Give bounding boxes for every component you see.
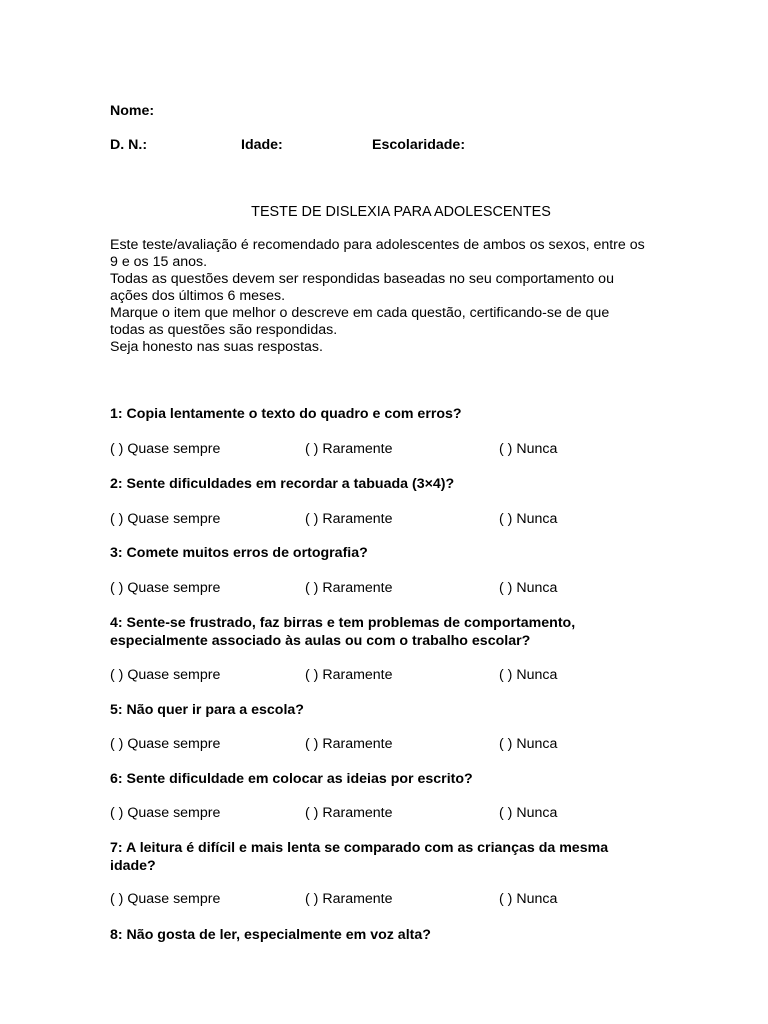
question-text: 8: Não gosta de ler, especialmente em voz alta? <box>110 927 431 943</box>
option-nunca[interactable]: ( ) Nunca <box>499 805 558 821</box>
question-3 <box>110 545 670 563</box>
option-quase-sempre[interactable]: ( ) Quase sempre <box>110 736 221 752</box>
question-text: 2: Sente dificuldades em recordar a tabuada (3×4)? <box>110 476 455 492</box>
intro-line: 9 e os 15 anos. <box>110 254 208 270</box>
question-6 <box>110 771 670 789</box>
intro-line: Este teste/avaliação é recomendado para adolescentes de ambos os sexos, entre os <box>110 237 645 253</box>
option-raramente[interactable]: ( ) Raramente <box>305 667 393 683</box>
intro-paragraph <box>110 237 710 356</box>
option-quase-sempre[interactable]: ( ) Quase sempre <box>110 441 221 457</box>
dob-label: D. N.: <box>110 137 148 153</box>
question-text: idade? <box>110 857 156 874</box>
question-7 <box>110 840 670 875</box>
age-label: Idade: <box>241 137 283 153</box>
question-5 <box>110 702 670 720</box>
document-title: TESTE DE DISLEXIA PARA ADOLESCENTES <box>251 204 551 220</box>
option-nunca[interactable]: ( ) Nunca <box>499 441 558 457</box>
school-label: Escolaridade: <box>372 137 466 153</box>
question-text: 5: Não quer ir para a escola? <box>110 702 304 718</box>
question-text: 7: A leitura é difícil e mais lenta se comparado com as crianças da mesma <box>110 840 609 856</box>
intro-line: Seja honesto nas suas respostas. <box>110 339 323 355</box>
name-label: Nome: <box>110 103 155 119</box>
option-nunca[interactable]: ( ) Nunca <box>499 667 558 683</box>
question-text: 4: Sente-se frustrado, faz birras e tem problemas de comportamento, <box>110 615 576 631</box>
option-nunca[interactable]: ( ) Nunca <box>499 511 558 527</box>
question-2 <box>110 476 670 494</box>
option-quase-sempre[interactable]: ( ) Quase sempre <box>110 511 221 527</box>
option-nunca[interactable]: ( ) Nunca <box>499 580 558 596</box>
option-quase-sempre[interactable]: ( ) Quase sempre <box>110 891 221 907</box>
question-4 <box>110 615 670 650</box>
option-nunca[interactable]: ( ) Nunca <box>499 891 558 907</box>
intro-line: todas as questões são respondidas. <box>110 322 338 338</box>
intro-line: ações dos últimos 6 meses. <box>110 288 286 304</box>
option-raramente[interactable]: ( ) Raramente <box>305 580 393 596</box>
question-text: 3: Comete muitos erros de ortografia? <box>110 545 368 561</box>
option-raramente[interactable]: ( ) Raramente <box>305 511 393 527</box>
option-quase-sempre[interactable]: ( ) Quase sempre <box>110 805 221 821</box>
option-raramente[interactable]: ( ) Raramente <box>305 441 393 457</box>
option-raramente[interactable]: ( ) Raramente <box>305 805 393 821</box>
option-nunca[interactable]: ( ) Nunca <box>499 736 558 752</box>
question-text: 6: Sente dificuldade em colocar as ideias por escrito? <box>110 771 473 787</box>
question-1 <box>110 406 670 424</box>
question-text: 1: Copia lentamente o texto do quadro e com erros? <box>110 406 462 422</box>
option-raramente[interactable]: ( ) Raramente <box>305 891 393 907</box>
question-8 <box>110 927 670 945</box>
option-quase-sempre[interactable]: ( ) Quase sempre <box>110 667 221 683</box>
intro-line: Todas as questões devem ser respondidas baseadas no seu comportamento ou <box>110 271 614 287</box>
option-raramente[interactable]: ( ) Raramente <box>305 736 393 752</box>
intro-line: Marque o item que melhor o descreve em cada questão, certificando-se de que <box>110 305 610 321</box>
option-quase-sempre[interactable]: ( ) Quase sempre <box>110 580 221 596</box>
question-text: especialmente associado às aulas ou com o trabalho escolar? <box>110 632 531 649</box>
